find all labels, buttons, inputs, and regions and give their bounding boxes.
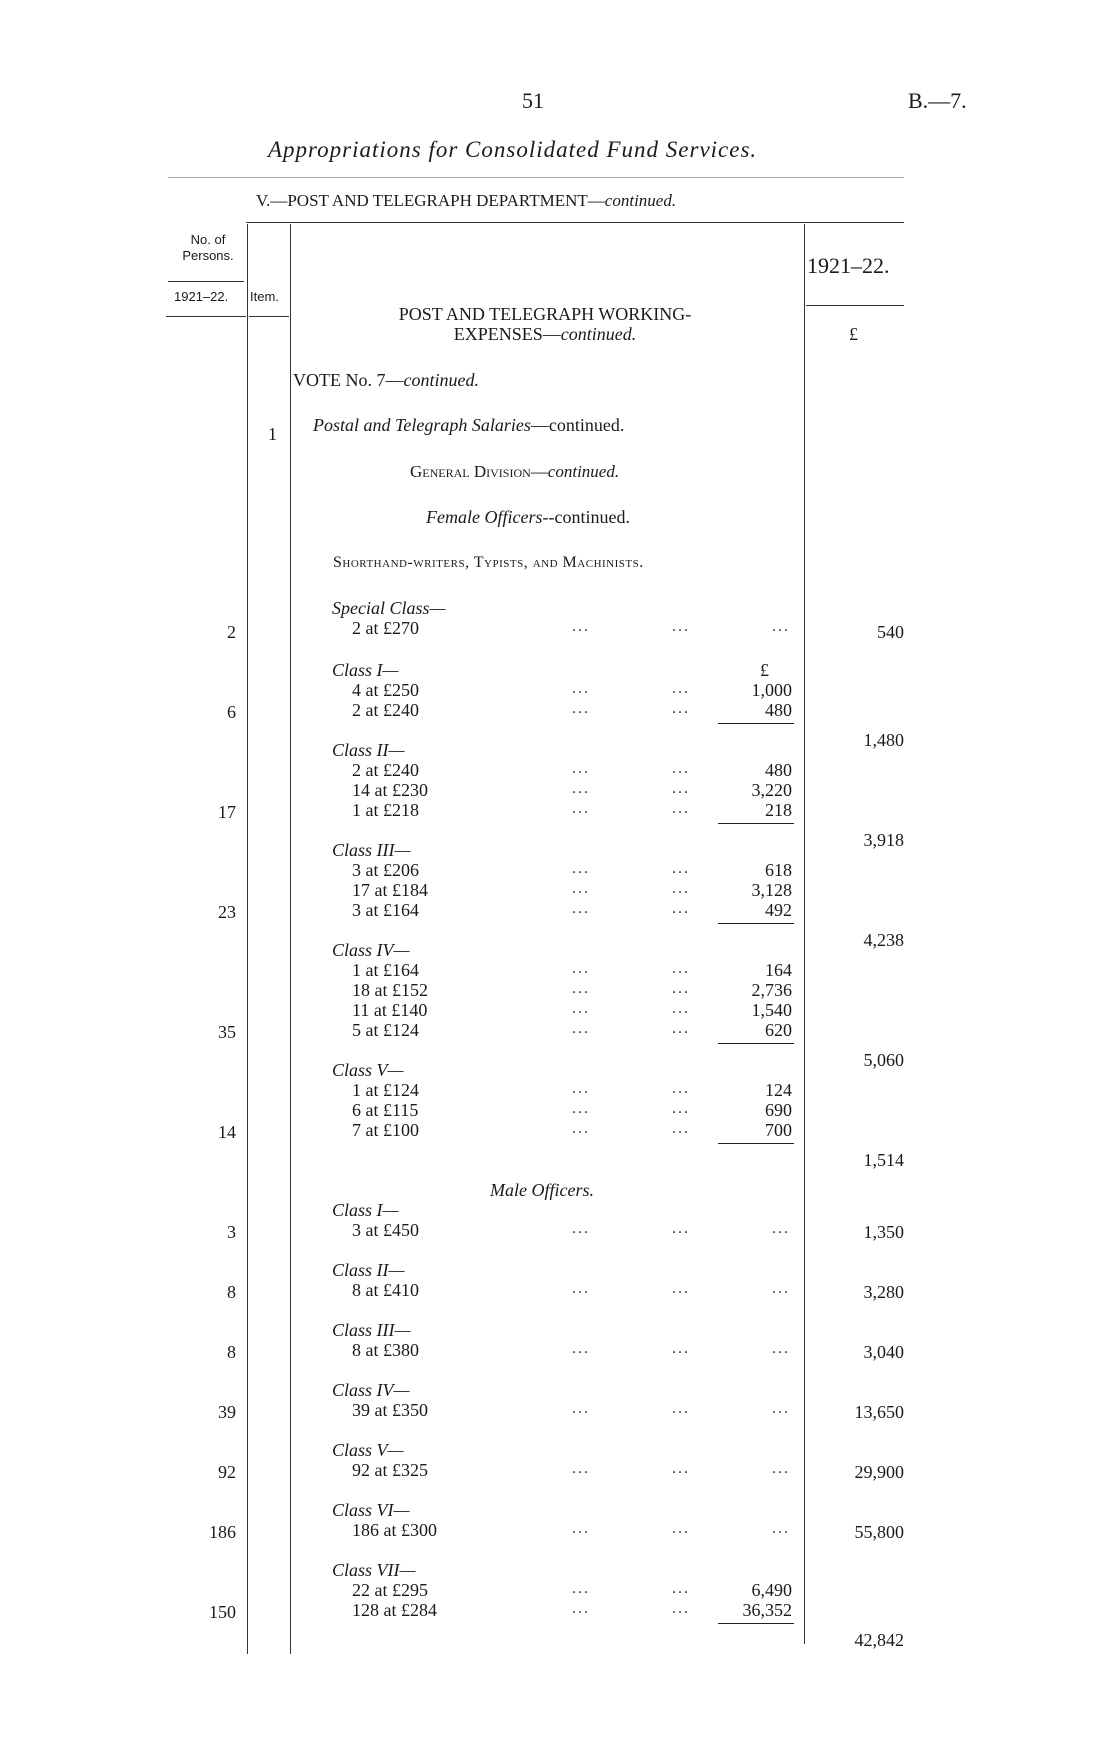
- class-name: Class III—: [332, 1320, 411, 1340]
- leader-dots: ...: [672, 1400, 690, 1417]
- sub-amount: 1,540: [751, 1000, 792, 1020]
- leader-dots: ...: [672, 980, 690, 997]
- leader-dots: ...: [572, 700, 590, 717]
- rate-line: 14 at £230: [352, 780, 428, 800]
- rate-line: 3 at £206: [352, 860, 419, 880]
- rate-line: 3 at £450: [352, 1220, 419, 1240]
- class-total: 540: [877, 622, 904, 642]
- sub-amount: 1,000: [751, 680, 792, 700]
- expenses-heading: [300, 304, 790, 344]
- persons-count: 14: [218, 1122, 236, 1142]
- leader-dots: ...: [672, 618, 690, 635]
- leader-dots: ...: [572, 960, 590, 977]
- persons-count: 186: [209, 1522, 236, 1542]
- sub-amount: 2,736: [751, 980, 792, 1000]
- rate-line: 8 at £380: [352, 1340, 419, 1360]
- rate-line: 1 at £124: [352, 1080, 419, 1100]
- leader-dots: ...: [572, 680, 590, 697]
- leader-dots: ...: [572, 780, 590, 797]
- leader-dots: ...: [572, 1460, 590, 1477]
- leader-dots: ...: [572, 618, 590, 635]
- class-total: 3,280: [863, 1282, 904, 1302]
- rate-line: 6 at £115: [352, 1100, 419, 1120]
- persons-header-rule: [168, 281, 244, 282]
- rate-line: 4 at £250: [352, 680, 419, 700]
- class-name: Class V—: [332, 1440, 404, 1460]
- leader-dots: ...: [572, 1020, 590, 1037]
- rate-line: 92 at £325: [352, 1460, 428, 1480]
- sum-rule: [718, 723, 794, 724]
- item-header: Item.: [250, 289, 279, 304]
- leader-dots: ...: [672, 900, 690, 917]
- leader-dots: ...: [572, 860, 590, 877]
- leader-dots: ...: [672, 960, 690, 977]
- rate-line: 17 at £184: [352, 880, 428, 900]
- class-name: Class II—: [332, 1260, 405, 1280]
- rate-line: 5 at £124: [352, 1020, 419, 1040]
- leader-dots: ...: [772, 1400, 790, 1417]
- persons-count: 92: [218, 1462, 236, 1482]
- sub-amount: 218: [765, 800, 792, 820]
- heading-line2: [300, 324, 790, 344]
- heading-line1: POST AND TELEGRAPH WORKING-: [398, 304, 692, 324]
- leader-dots: ...: [672, 860, 690, 877]
- class-name: Class III—: [332, 840, 411, 860]
- sub-amount: 36,352: [742, 1600, 792, 1620]
- leader-dots: ...: [572, 1280, 590, 1297]
- heading-line2-text: EXPENSES—: [453, 324, 561, 344]
- class-total: 1,514: [863, 1150, 904, 1170]
- class-name: Class VII—: [332, 1560, 416, 1580]
- persons-count: 2: [227, 622, 236, 642]
- leader-dots: ...: [572, 1080, 590, 1097]
- leader-dots: ...: [772, 1340, 790, 1357]
- class-name: Class V—: [332, 1060, 404, 1080]
- class-name: Special Class—: [332, 598, 446, 618]
- division-line: [410, 462, 619, 482]
- sub-amount: 124: [765, 1080, 792, 1100]
- class-total: 13,650: [854, 1402, 904, 1422]
- department-name: V.—POST AND TELEGRAPH DEPARTMENT—: [256, 191, 605, 210]
- persons-count: 8: [227, 1342, 236, 1362]
- leader-dots: ...: [672, 1100, 690, 1117]
- division-cont: continued.: [547, 462, 620, 481]
- rate-line: 186 at £300: [352, 1520, 437, 1540]
- sum-rule: [718, 923, 794, 924]
- page-number: 51: [522, 88, 544, 113]
- rate-line: 3 at £164: [352, 900, 419, 920]
- class-total: 42,842: [854, 1630, 904, 1650]
- report-code: B.—7.: [908, 88, 967, 113]
- class-total: 4,238: [863, 930, 904, 950]
- rate-line: 11 at £140: [352, 1000, 428, 1020]
- leader-dots: ...: [772, 618, 790, 635]
- class-total: 29,900: [854, 1462, 904, 1482]
- leader-dots: ...: [672, 1340, 690, 1357]
- leader-dots: ...: [672, 700, 690, 717]
- sub-amount: 690: [765, 1100, 792, 1120]
- female-officers-text: Female Officers: [426, 507, 543, 527]
- leader-dots: ...: [672, 1000, 690, 1017]
- class-name: Class I—: [332, 1200, 399, 1220]
- leader-dots: ...: [672, 1460, 690, 1477]
- rate-line: 2 at £240: [352, 760, 419, 780]
- leader-dots: ...: [572, 1340, 590, 1357]
- sub-amount: 164: [765, 960, 792, 980]
- leader-dots: ...: [672, 1120, 690, 1137]
- sub-amount: 480: [765, 700, 792, 720]
- vote-line: [293, 370, 479, 391]
- persons-header: No. of Persons.: [182, 232, 234, 263]
- item-title: [313, 415, 624, 436]
- header-rule: [168, 177, 904, 178]
- sum-rule: [718, 1043, 794, 1044]
- persons-count: 3: [227, 1222, 236, 1242]
- sum-rule: [718, 1623, 794, 1624]
- leader-dots: ...: [572, 900, 590, 917]
- class-name: Class IV—: [332, 1380, 410, 1400]
- persons-count: 17: [218, 802, 236, 822]
- rate-line: 7 at £100: [352, 1120, 419, 1140]
- sum-rule: [718, 823, 794, 824]
- leader-dots: ...: [572, 1580, 590, 1597]
- leader-dots: ...: [672, 1080, 690, 1097]
- item-title-cont: —continued.: [530, 415, 625, 435]
- class-total: 1,480: [863, 730, 904, 750]
- female-officers-cont: --continued.: [542, 507, 630, 527]
- leader-dots: ...: [572, 1600, 590, 1617]
- leader-dots: ...: [672, 1520, 690, 1537]
- heading-line2-cont: continued.: [560, 324, 637, 344]
- rate-line: 2 at £240: [352, 700, 419, 720]
- persons-count: 39: [218, 1402, 236, 1422]
- leader-dots: ...: [772, 1460, 790, 1477]
- vote-cont: continued.: [403, 370, 479, 390]
- sub-amount: 492: [765, 900, 792, 920]
- persons-year: 1921–22.: [174, 289, 229, 304]
- department-cont: continued.: [604, 191, 677, 210]
- female-officers-line: [426, 507, 630, 528]
- leader-dots: ...: [672, 1600, 690, 1617]
- leader-dots: ...: [572, 1400, 590, 1417]
- department-heading: [256, 191, 676, 211]
- leader-dots: ...: [572, 800, 590, 817]
- sub-amount: 6,490: [751, 1580, 792, 1600]
- sub-amount: 700: [765, 1120, 792, 1140]
- class-total: 5,060: [863, 1050, 904, 1070]
- male-officers-heading: Male Officers.: [490, 1180, 594, 1200]
- persons-count: 6: [227, 702, 236, 722]
- leader-dots: ...: [572, 1100, 590, 1117]
- item-title-text: Postal and Telegraph Salaries: [313, 415, 531, 435]
- leader-dots: ...: [572, 1120, 590, 1137]
- leader-dots: ...: [672, 1280, 690, 1297]
- leader-dots: ...: [772, 1220, 790, 1237]
- class-name: Class II—: [332, 740, 405, 760]
- leader-dots: ...: [672, 800, 690, 817]
- amount-unit: £: [849, 324, 858, 344]
- class-name: Class VI—: [332, 1500, 410, 1520]
- section-heading: Shorthand-writers, Typists, and Machinists.: [333, 554, 644, 571]
- sub-amount: 3,128: [751, 880, 792, 900]
- leader-dots: ...: [572, 1220, 590, 1237]
- class-total: 55,800: [854, 1522, 904, 1542]
- amount-year: 1921–22.: [807, 253, 890, 278]
- item-col-rule: [290, 224, 291, 1654]
- table-top-rule: [246, 222, 904, 223]
- sub-amount: 618: [765, 860, 792, 880]
- persons-count: 8: [227, 1282, 236, 1302]
- leader-dots: ...: [772, 1520, 790, 1537]
- rate-line: 1 at £218: [352, 800, 419, 820]
- persons-col-rule: [247, 224, 248, 1654]
- class-name: Class IV—: [332, 940, 410, 960]
- class-name: Class I—: [332, 660, 399, 680]
- division-text: General Division—: [410, 462, 548, 481]
- sub-amount: 480: [765, 760, 792, 780]
- leader-dots: ...: [672, 760, 690, 777]
- vote-text: VOTE No. 7—: [293, 370, 404, 390]
- leader-dots: ...: [672, 680, 690, 697]
- rate-line: 18 at £152: [352, 980, 428, 1000]
- persons-count: 150: [209, 1602, 236, 1622]
- sub-amount: 620: [765, 1020, 792, 1040]
- leader-dots: ...: [672, 780, 690, 797]
- item-number: 1: [268, 424, 277, 444]
- persons-count: 23: [218, 902, 236, 922]
- leader-dots: ...: [572, 980, 590, 997]
- leader-dots: ...: [672, 1580, 690, 1597]
- leader-dots: ...: [572, 880, 590, 897]
- sub-amount: 3,220: [751, 780, 792, 800]
- leader-dots: ...: [572, 1520, 590, 1537]
- rate-line: 39 at £350: [352, 1400, 428, 1420]
- class-total: 3,040: [863, 1342, 904, 1362]
- item-rule: [249, 316, 289, 317]
- persons-year-rule: [166, 316, 246, 317]
- leader-dots: ...: [572, 1000, 590, 1017]
- leader-dots: ...: [672, 1220, 690, 1237]
- sum-rule: [718, 1143, 794, 1144]
- rate-line: 8 at £410: [352, 1280, 419, 1300]
- leader-dots: ...: [572, 760, 590, 777]
- rate-line: 2 at £270: [352, 618, 419, 638]
- leader-dots: ...: [672, 1020, 690, 1037]
- rate-line: 22 at £295: [352, 1580, 428, 1600]
- class-total: 1,350: [863, 1222, 904, 1242]
- running-title: Appropriations for Consolidated Fund Services.: [268, 137, 758, 162]
- sub-unit: £: [760, 660, 769, 680]
- rate-line: 128 at £284: [352, 1600, 437, 1620]
- class-total: 3,918: [863, 830, 904, 850]
- rate-line: 1 at £164: [352, 960, 419, 980]
- leader-dots: ...: [672, 880, 690, 897]
- persons-count: 35: [218, 1022, 236, 1042]
- leader-dots: ...: [772, 1280, 790, 1297]
- amount-year-rule: [806, 305, 904, 306]
